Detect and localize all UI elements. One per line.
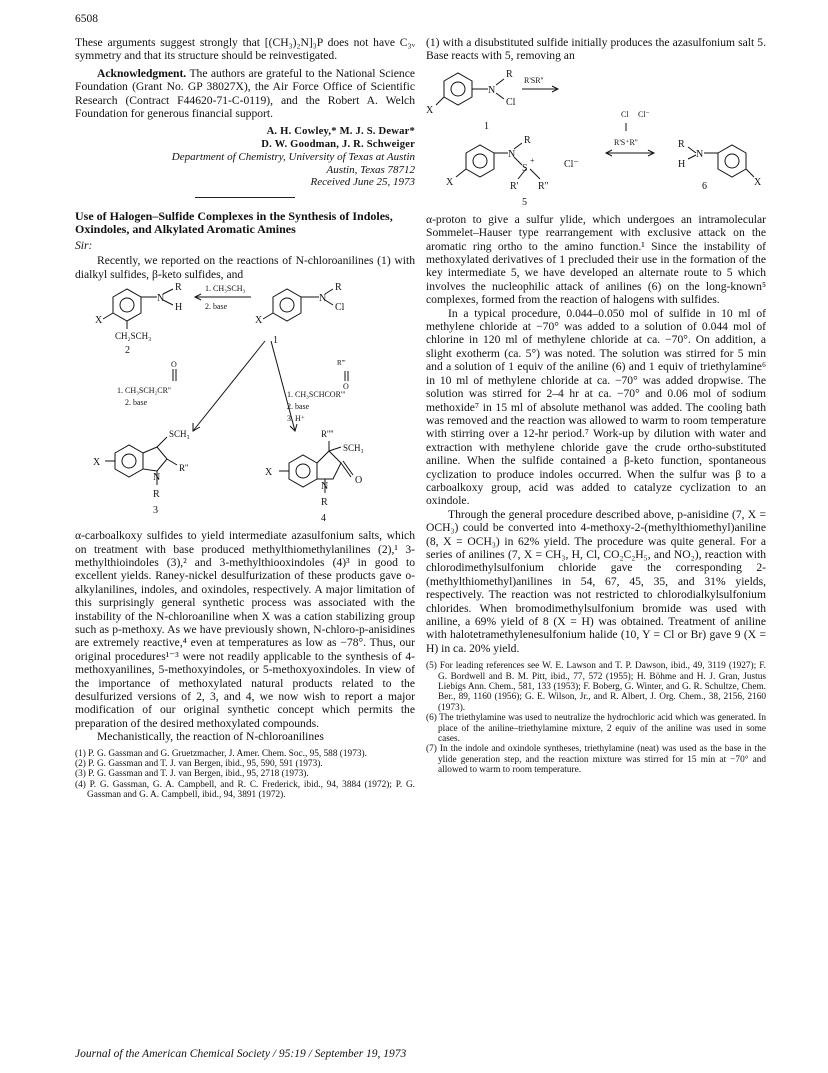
acknowledgment-body: The authors are grateful to the National Science Foundation (Grant No. GP 38027X), the Air Force Office of Scientific Research (Contract F44620-71-C-0119), and the Robert A. Welch Foundation for generous financial support.: [75, 66, 415, 121]
rs-n-6: N: [696, 148, 704, 160]
rs-reagent-2: R'S⁺R'': [614, 137, 638, 147]
rs-r-1: R: [506, 68, 513, 80]
author-names-1: A. H. Cowley,* M. J. S. Dewar*: [266, 126, 415, 138]
step1a: 1. CH₃SCH₃: [205, 284, 246, 294]
right-paragraph-1: (1) with a disubstituted sulfide initially produces the azasulfonium salt 5. Base reacts with 5, removing an: [426, 36, 766, 63]
benzene-ring-5: [466, 145, 494, 177]
scheme-r4-4: R'''': [321, 429, 334, 440]
step2a: 1. CH₃SCH₂CR'': [117, 386, 171, 396]
rs-label-5: 5: [522, 196, 527, 208]
rs-rpp-5: R'': [538, 180, 549, 192]
author-department: Department of Chemistry, University of Texas at Austin: [171, 151, 415, 164]
rs-cl-1: Cl: [506, 96, 516, 108]
mechanism-scheme: [426, 63, 766, 213]
benzene-ring-2: [113, 289, 141, 321]
oxindole-ring-4: [289, 451, 341, 487]
rs-label-1: 1: [484, 120, 489, 132]
right-column: [426, 36, 766, 776]
reference-4: (4) P. G. Gassman, G. A. Campbell, and R. C. Frederick, ibid., 94, 3884 (1972); P. G. Gassman and G. A. Campbell, ibid., 94, 3891 (1972).: [75, 779, 415, 801]
reference-1: (1) P. G. Gassman and G. Gruetzmacher, J. Amer. Chem. Soc., 95, 588 (1973).: [75, 748, 367, 759]
rs-rp-5: R': [510, 180, 519, 192]
body-paragraph-3: Mechanistically, the reaction of N-chloroanilines: [97, 730, 324, 744]
rs-s-5: S: [522, 162, 528, 174]
reaction-scheme: [75, 281, 415, 529]
body-paragraph-1: Recently, we reported on the reactions of N-chloroanilines (1) with dialkyl sulfides, β-keto sulfides, and: [75, 254, 415, 281]
scheme-x-4: X: [265, 467, 273, 479]
rs-reagent-1: R'SR'': [524, 75, 544, 85]
rs-x-6: X: [754, 176, 762, 188]
rs-r-6: R: [678, 138, 685, 150]
scheme-ch2sch3: CH₂SCH₃: [115, 331, 152, 342]
scheme-o-3: O: [343, 382, 349, 392]
body-paragraph-2: α-carboalkoxy sulfides to yield intermediate azasulfonium salts, which on treatment with base produced methylthiomethylanilines (2),¹ 3-methylthioindoles (3),² and 3-methylthiooxindoles (4)³ in good to excellent yields. Raney-nickel desulfurization of these products gave o-alkylanilines, indoles, and oxindoles, respectively. A major limitation of this surprisingly general synthetic process was associated with the instability of the N-chloroaniline when X was a cation stabilizing group such as p-methoxy. As we have previously shown, N-chloro-p-anisidines are extremely reactive,⁴ even at temperatures as low as −78°. Thus, our original procedures¹⁻³ were not readily applicable to the synthesis of 4-methoxyanilines, 5-methoxyindoles, or 5-methoxyoxindoles. In view of the importance of methoxylated natural products related to the desulfurized versions of 2, 3, and 4, we now wish to report a major modification of our original synthetic concept which permits the preparation of the desired methoxylated compounds.: [75, 529, 415, 730]
step2b: 2. base: [125, 398, 148, 408]
references-left: [75, 749, 415, 801]
scheme-x-3: X: [93, 457, 101, 469]
scheme-x-1: X: [255, 315, 263, 327]
reference-6: (6) The triethylamine was used to neutralize the hydrochloric acid which was generated. In place of the aniline–triethylamine mixture, 2 equiv of the aniline was used in some cases.: [426, 713, 766, 745]
scheme-n-4: N: [321, 481, 329, 493]
scheme-r3-top: R''': [337, 359, 346, 368]
section-divider: [195, 197, 295, 198]
label-compound-3: 3: [153, 505, 158, 517]
rs-x-1: X: [426, 104, 434, 116]
signature-block: [75, 126, 415, 189]
rs-plus-5: +: [530, 155, 535, 165]
journal-footer: Journal of the American Chemical Society / 95:19 / September 19, 1973: [75, 1048, 407, 1060]
scheme-r-4: R: [321, 497, 328, 509]
rs-cl-top: Cl: [621, 109, 629, 119]
scheme-n-1: N: [319, 293, 327, 305]
scheme-sch3-4: SCH₃: [343, 443, 364, 454]
reference-7: (7) In the indole and oxindole syntheses, triethylamine (neat) was used as the base in the ylide generation step, and the reaction mixture was stirred for 15 min at −70° and allowed to warm to room temperature.: [426, 744, 766, 776]
acknowledgment-paragraph: [75, 67, 415, 121]
left-column: [75, 36, 415, 801]
step1b: 2. base: [205, 302, 228, 312]
benzene-ring-1: [273, 289, 301, 321]
rs-n-1: N: [488, 84, 496, 96]
reference-2: (2) P. G. Gassman and T. J. van Bergen, ibid., 95, 590, 591 (1973).: [75, 759, 323, 770]
scheme-r2-3: R'': [179, 463, 189, 474]
scheme-r-1: R: [335, 282, 342, 294]
step3a: 1. CH₃SCHCOR''': [287, 390, 346, 400]
scheme-sch3-3: SCH₃: [169, 429, 190, 440]
rs-clminus-5: Cl⁻: [564, 158, 579, 170]
scheme-n-2: N: [157, 293, 165, 305]
received-date: Received June 25, 1973: [310, 176, 415, 189]
scheme-n-3: N: [153, 472, 161, 484]
scheme-o-2: O: [171, 360, 177, 370]
right-paragraph-2: α-proton to give a sulfur ylide, which undergoes an intramolecular Sommelet–Hauser type rearrangement with exclusive attack on the aromatic ring ortho to the amino function.¹ Since the instability of methoxylated derivatives of 1 precluded their use in the formation of the key intermediate 5, we have developed an alternate route to 5 which involves the nucleophilic attack of anilines (6) on the long-known⁵ complexes, formed from the reaction of halogens with sulfides.: [426, 212, 766, 307]
salutation: Sir:: [75, 238, 93, 252]
author-names-2: D. W. Goodman, J. R. Schweiger: [261, 138, 415, 150]
rs-h-6: H: [678, 158, 686, 170]
reference-5: (5) For leading references see W. E. Lawson and T. P. Dawson, ibid., 49, 3119 (1927); F. G. Bordwell and B. M. Pitt, ibid., 77, 572 (1955); H. Böhme and H. J. Gran, Justus Liebigs Ann. Chem., 581, 133 (1953); F. Boberg, G. Winter, and G. R. Schultze, Chem. Ber., 89, 1160 (1956); G. E. Wilson, Jr., and R. Albert, J. Org. Chem., 38, 2156, 2160 (1973).: [426, 661, 766, 713]
benzene-ring-6: [718, 145, 746, 177]
benzene-ring-1-right: [444, 73, 472, 105]
step3c: 3. H⁺: [287, 414, 305, 424]
references-right: [426, 661, 766, 775]
scheme-x-2: X: [95, 315, 103, 327]
right-paragraph-4: Through the general procedure described above, p-anisidine (7, X = OCH₃) could be converted into 4-methoxy-2-(methylthiomethyl)aniline (8, X = OCH₃) in 62% yield. The procedure was quite general. For a series of anilines (7, X = CH₃, H, Cl, CO₂C₂H₅, and NO₂), reaction with chlorodimethylsulfonium chloride gave the corresponding 2-(methylthiomethyl)anilines in 54, 67, 45, 35, and 31% yields, respectively. The reaction was not restricted to chlorodialkylsulfonium chlorides. When bromodimethylsulfonium bromide was used with aniline, a 69% yield of 8 (X = H) was obtained. Treatment of aniline with halotetramethylenesulfonium halide (10, Y = Cl or Br) gave 9 (X = H) in ca. 20% yield.: [426, 507, 766, 655]
page-number: 6508: [75, 13, 98, 25]
rs-r-5: R: [524, 134, 531, 146]
rs-x-5: X: [446, 176, 454, 188]
intro-paragraph: These arguments suggest strongly that [(CH₃)₂N]₃P does not have C₃ᵥ symmetry and that its structure should be reinvestigated.: [75, 36, 415, 63]
scheme-cl-1: Cl: [335, 302, 345, 314]
article-title: Use of Halogen–Sulfide Complexes in the Synthesis of Indoles, Oxindoles, and Alkylated Aromatic Amines: [75, 208, 393, 237]
author-city: Austin, Texas 78712: [326, 163, 415, 176]
label-compound-4: 4: [321, 513, 326, 525]
rs-label-6: 6: [702, 180, 707, 192]
scheme-h-2: H: [175, 302, 183, 314]
rs-n-5: N: [508, 148, 516, 160]
right-paragraph-3: In a typical procedure, 0.044–0.050 mol of sulfide in 10 ml of methylene chloride at −70° was added to a solution of 0.044 mol of chlorine in 120 ml of methylene chloride at ca. −70°. On addition, a slight exotherm (ca. 5°) was noted. The solution was stirred for 5 min and a solution of 1 equiv of the aniline (6) and 1 equiv of triethylamine⁶ in 10 ml of methylene chloride at ca. −70° was added dropwise. The solution was stirred for 2–4 hr at ca. −70° and 0.06 mol of sodium methoxide⁷ in 15 ml of absolute methanol was added. The cooling bath was removed and the reaction was allowed to warm to room temperature with stirring over a 12-hr period.⁷ Work-up by dilution with water and extraction with methylene chloride gave the crude ortho-substituted aniline. When the sulfide contained a β-keto function, spontaneous cyclization to produce indoles occurred. When the sulfur was β to a carboalkoxy group, acid was added to catalyze cyclization to an oxindole.: [426, 306, 766, 508]
scheme-r-2: R: [175, 282, 182, 294]
scheme-o-4: O: [355, 475, 363, 487]
step3b: 2. base: [287, 402, 310, 412]
label-compound-2: 2: [125, 345, 130, 357]
reference-3: (3) P. G. Gassman and T. J. van Bergen, ibid., 95, 2718 (1973).: [75, 769, 309, 780]
label-compound-1: 1: [273, 335, 278, 347]
acknowledgment-heading: Acknowledgment.: [97, 66, 187, 80]
scheme-r-3: R: [153, 489, 160, 501]
rs-clminus-top: Cl⁻: [638, 109, 650, 119]
